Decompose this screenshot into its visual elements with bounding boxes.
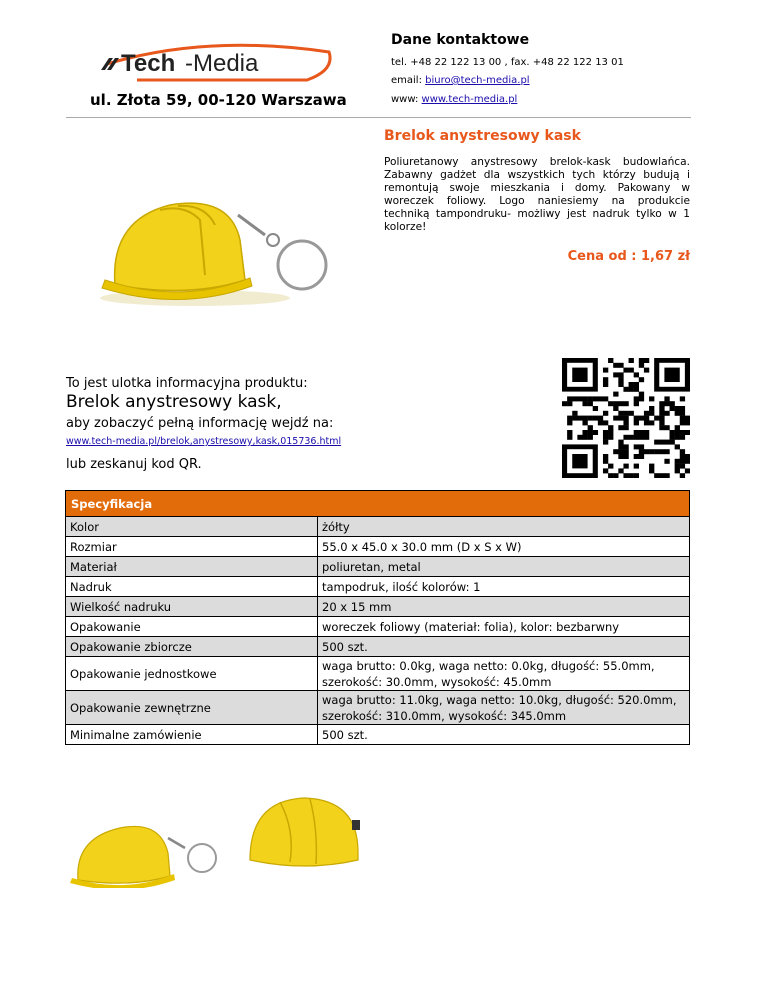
spec-table <box>65 490 690 745</box>
spec-row <box>66 637 690 657</box>
spec-key: Nadruk <box>66 577 318 597</box>
product-description: Poliuretanowy anystresowy brelok-kask budowlańca. Zabawny gadżet dla wszystkich tych którzy budują i remontują swoje mieszkania i domy. Pakowany w woreczek foliowy. Logo naniesiemy na produkcie techniką tampondruku- możliwy jest nadruk tylko w 1 kolorze! <box>384 156 690 233</box>
header-divider <box>66 117 691 118</box>
product-photo-helmet <box>90 180 350 310</box>
spec-key: Opakowanie zewnętrzne <box>66 691 318 725</box>
spec-row <box>66 517 690 537</box>
product-price: Cena od : 1,67 zł <box>567 249 690 264</box>
info-visit: aby zobaczyć pełną informację wejdź na: <box>66 416 334 431</box>
info-product-name-text: Brelok anystresowy kask <box>66 392 277 412</box>
spec-key: Opakowanie jednostkowe <box>66 657 318 691</box>
email-line <box>391 75 530 86</box>
spec-title: Specyfikacja <box>66 491 690 517</box>
email-label: email: <box>391 75 426 86</box>
spec-row <box>66 725 690 745</box>
spec-row <box>66 617 690 637</box>
spec-key: Materiał <box>66 557 318 577</box>
spec-key: Opakowanie <box>66 617 318 637</box>
spec-row <box>66 577 690 597</box>
tech-media-logo <box>97 40 337 84</box>
www-line <box>391 94 517 105</box>
phone-line: tel. +48 22 122 13 00 , fax. +48 22 122 13 01 <box>391 57 624 68</box>
spec-key: Kolor <box>66 517 318 537</box>
spec-row <box>66 691 690 725</box>
spec-value: 20 x 15 mm <box>318 597 690 617</box>
spec-row <box>66 537 690 557</box>
gallery-photo-helmet-keychain <box>70 808 230 888</box>
logo-text-a: Tech <box>121 50 176 77</box>
spec-value: waga brutto: 11.0kg, waga netto: 10.0kg, długość: 520.0mm, szerokość: 310.0mm, wysokość: 345.0mm <box>318 691 690 725</box>
spec-key: Wielkość nadruku <box>66 597 318 617</box>
contact-title: Dane kontaktowe <box>391 32 530 48</box>
spec-key: Rozmiar <box>66 537 318 557</box>
spec-key: Minimalne zamówienie <box>66 725 318 745</box>
spec-row <box>66 657 690 691</box>
info-product-name <box>66 392 282 412</box>
spec-value: żółty <box>318 517 690 537</box>
spec-value: 500 szt. <box>318 637 690 657</box>
www-link[interactable]: www.tech-media.pl <box>421 94 518 105</box>
spec-value: tampodruk, ilość kolorów: 1 <box>318 577 690 597</box>
spec-row <box>66 557 690 577</box>
spec-value: 500 szt. <box>318 725 690 745</box>
spec-value: waga brutto: 0.0kg, waga netto: 0.0kg, długość: 55.0mm, szerokość: 30.0mm, wysokość: 45.0mm <box>318 657 690 691</box>
spec-value: woreczek foliowy (materiał: folia), kolor: bezbarwny <box>318 617 690 637</box>
spec-value: 55.0 x 45.0 x 30.0 mm (D x S x W) <box>318 537 690 557</box>
www-label: www: <box>391 94 422 105</box>
logo-text-b: -Media <box>185 50 259 77</box>
qr-code[interactable] <box>562 358 690 478</box>
product-url-link[interactable]: www.tech-media.pl/brelok,anystresowy,kask,015736.html <box>66 436 342 447</box>
gallery-photo-helmet-side <box>240 790 370 870</box>
spec-value: poliuretan, metal <box>318 557 690 577</box>
spec-row <box>66 597 690 617</box>
email-link[interactable]: biuro@tech-media.pl <box>425 75 530 86</box>
info-product-name-suffix: , <box>276 392 282 412</box>
info-scan: lub zeskanuj kod QR. <box>66 457 202 472</box>
company-address: ul. Złota 59, 00-120 Warszawa <box>90 91 347 109</box>
spec-key: Opakowanie zbiorcze <box>66 637 318 657</box>
info-intro: To jest ulotka informacyjna produktu: <box>66 376 308 391</box>
product-title: Brelok anystresowy kask <box>384 128 581 144</box>
